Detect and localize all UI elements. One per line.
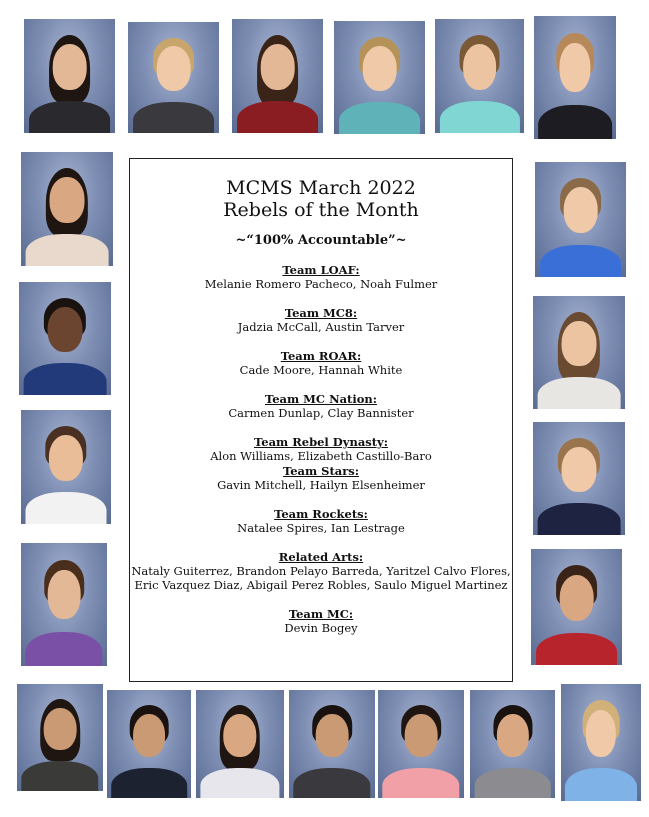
team-name: Team MC8: [284,306,358,320]
face [49,435,83,481]
shirt [133,102,215,133]
title-line-1: MCMS March 2022 [226,177,416,199]
student-photo [435,19,524,133]
student-photo [533,422,625,535]
team-name: Team LOAF: [282,263,360,277]
student-photo [232,19,323,133]
face [48,307,83,352]
face [362,46,397,91]
team-members: Melanie Romero Pacheco, Noah Fulmer [204,277,438,291]
shirt [26,234,109,266]
face [156,46,191,90]
student-photo [561,684,641,801]
student-photo [534,16,616,139]
shirt [439,101,519,133]
team-name: Team MC Nation: [265,392,377,406]
face [562,321,597,366]
shirt [538,377,621,409]
team-section [130,349,512,377]
shirt [565,768,637,801]
team-members-line-1: Nataly Guiterrez, Brandon Pelayo Barreda, Yaritzel Calvo Flores, [131,564,511,578]
student-photo [531,549,622,665]
team-members: Cade Moore, Hannah White [239,363,403,377]
face [559,43,590,92]
team-members-line-2: Eric Vazquez Diaz, Abigail Perez Robles, Saulo Miguel Martinez [134,578,508,592]
shirt [536,633,618,665]
student-photo [470,690,555,798]
team-members: Jadzia McCall, Austin Tarver [237,320,405,334]
student-photo [19,282,111,395]
team-name: Team MC: [288,607,354,621]
shirt [111,768,187,798]
face [405,714,438,757]
student-photo [533,296,625,409]
face [559,575,594,621]
student-photo [21,543,107,666]
face [223,714,256,757]
team-members: Devin Bogey [284,621,358,635]
student-photo [17,684,103,791]
team-name: Team Rockets: [274,507,368,521]
student-photo [21,152,113,266]
team-members: Alon Williams, Elizabeth Castillo-Baro [210,449,432,463]
team-section [130,306,512,334]
team-members: Carmen Dunlap, Clay Bannister [228,406,414,420]
student-photo [24,19,115,133]
shirt [339,102,421,134]
shirt [237,101,319,133]
shirt [25,632,102,666]
face [563,187,598,233]
team-section [130,435,512,463]
face [463,44,497,90]
student-photo [334,21,425,134]
page-title [130,177,512,221]
team-section [130,392,512,420]
face [496,714,528,757]
team-section [130,507,512,535]
team-name: Team Rebel Dynasty: [254,435,388,449]
student-photo [107,690,191,798]
face [133,714,165,757]
theme-subtitle: ~“100% Accountable”~ [235,233,407,248]
face [50,177,85,223]
face [316,714,349,757]
student-photo [289,690,375,798]
team-members: Natalee Spires, Ian Lestrage [237,521,405,535]
shirt [474,768,551,798]
student-photo [378,690,464,798]
student-photo [535,162,626,277]
student-photo [21,410,111,524]
shirt [24,363,107,395]
team-section [130,550,512,592]
team-name: Team Stars: [282,464,360,478]
face [44,708,77,751]
shirt [21,761,98,791]
team-members: Gavin Mitchell, Hailyn Elsenheimer [217,478,425,492]
student-photo [196,690,284,798]
shirt [29,101,111,133]
team-name: Related Arts: [278,550,364,564]
face [586,710,616,757]
shirt [26,492,107,524]
face [562,447,597,492]
team-section [130,607,512,635]
shirt [538,503,621,535]
shirt [293,768,370,798]
team-section [130,263,512,291]
shirt [540,245,622,277]
shirt [382,768,459,798]
student-photo [128,22,219,133]
team-section [130,464,512,492]
team-name: Team ROAR: [280,349,362,363]
announcement-card [129,158,513,682]
face [260,44,295,90]
shirt [200,768,279,798]
shirt [538,105,612,139]
title-line-2: Rebels of the Month [223,199,419,221]
face [48,570,81,619]
face [52,44,87,90]
